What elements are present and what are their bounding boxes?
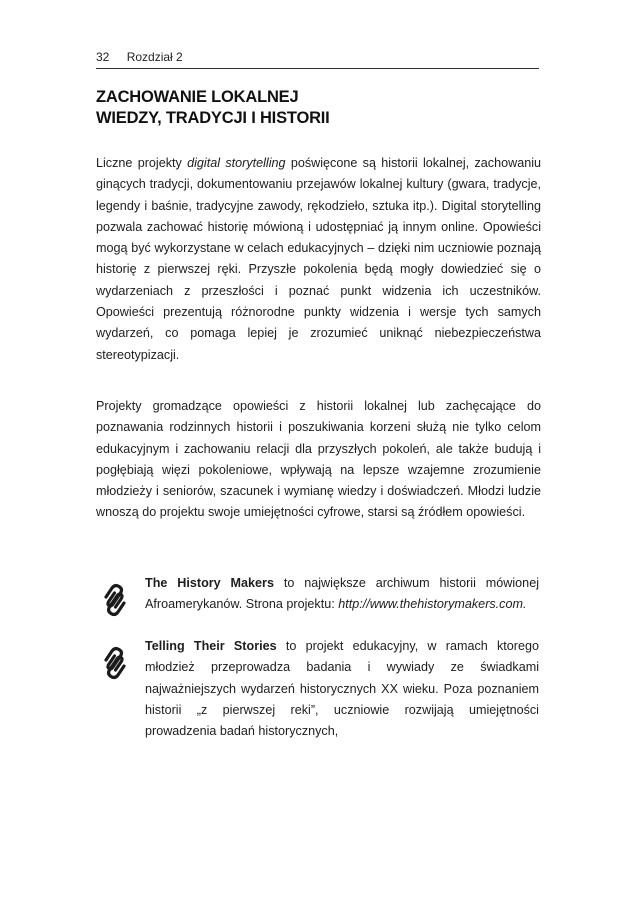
note-title: The History Makers xyxy=(145,576,274,590)
project-url-link[interactable]: http://www.thehistorymakers.com. xyxy=(338,597,527,612)
paragraph-1 xyxy=(96,153,541,366)
section-title-line-1: ZACHOWANIE LOKALNEJ xyxy=(96,88,299,106)
running-header xyxy=(96,50,539,69)
paperclip-icon xyxy=(102,583,128,617)
chapter-label: Rozdział 2 xyxy=(126,50,183,64)
note-body: to projekt edukacyjny, w ramach ktorego młodzież przeprowadza badania i wywiady ze świadkami najważniejszych wydarzeń historycznych XX wieku. Poza poznaniem historii „z pierwszej reki”, uczniowie rozwijają umiejętności prowadzenia badań historycznych, xyxy=(145,639,539,739)
note-text xyxy=(145,636,539,742)
note-title: Telling Their Stories xyxy=(145,639,277,653)
paperclip-icon xyxy=(102,646,128,680)
section-title-line-2: WIEDZY, TRADYCJI I HISTORII xyxy=(96,109,330,127)
section-title xyxy=(96,87,539,129)
paragraph-1-part-2: poświęcone są historii lokalnej, zachowaniu ginących tradycji, dokumentowaniu przejawów lokalnej kultury (gwara, tradycje, legendy i baśnie, tradycyjne zawody, rękodzieło, sztuka itp.). Digital storytelling pozwala zachować historię mówioną i udostępniać ją innym online. Opowieści mogą być wykorzystane w celach edukacyjnych – dzięki nim uczniowie poznają historię z pierwszej ręki. Przyszłe pokolenia będą mogły dowiedzieć się o wydarzeniach z przeszłości i poznać punkt widzenia ich uczestników. Opowieści prezentują różnorodne punkty widzenia i wersje tych samych wydarzeń, co pomaga lepiej je zrozumieć uniknąć niebezpieczeństwa stereotypizacji. xyxy=(96,156,542,362)
paragraph-1-part-1: Liczne projekty xyxy=(96,156,188,170)
note-body: to największe archiwum historii mówionej Afroamerykanów. Strona projektu: xyxy=(145,576,539,612)
paragraph-2: Projekty gromadzące opowieści z historii lokalnej lub zachęcające do poznawania rodzinnych historii i poszukiwania korzeni służą nie tylko celom edukacyjnym i zachowaniu relacji dla przyszłych pokoleń, ale także budują i pogłębiają więzi pokoleniowe, wpływają na lepsze wzajemne zrozumienie młodzieży i seniorów, szacunek i wymianę wiedzy i doświadczeń. Młodzi ludzie wnoszą do projektu swoje umiejętności cyfrowe, starsi są źródłem opowieści. xyxy=(96,399,541,520)
paragraph-1-emphasis: digital storytelling xyxy=(187,156,286,170)
note-text xyxy=(145,573,539,616)
page-number: 32 xyxy=(96,50,110,64)
